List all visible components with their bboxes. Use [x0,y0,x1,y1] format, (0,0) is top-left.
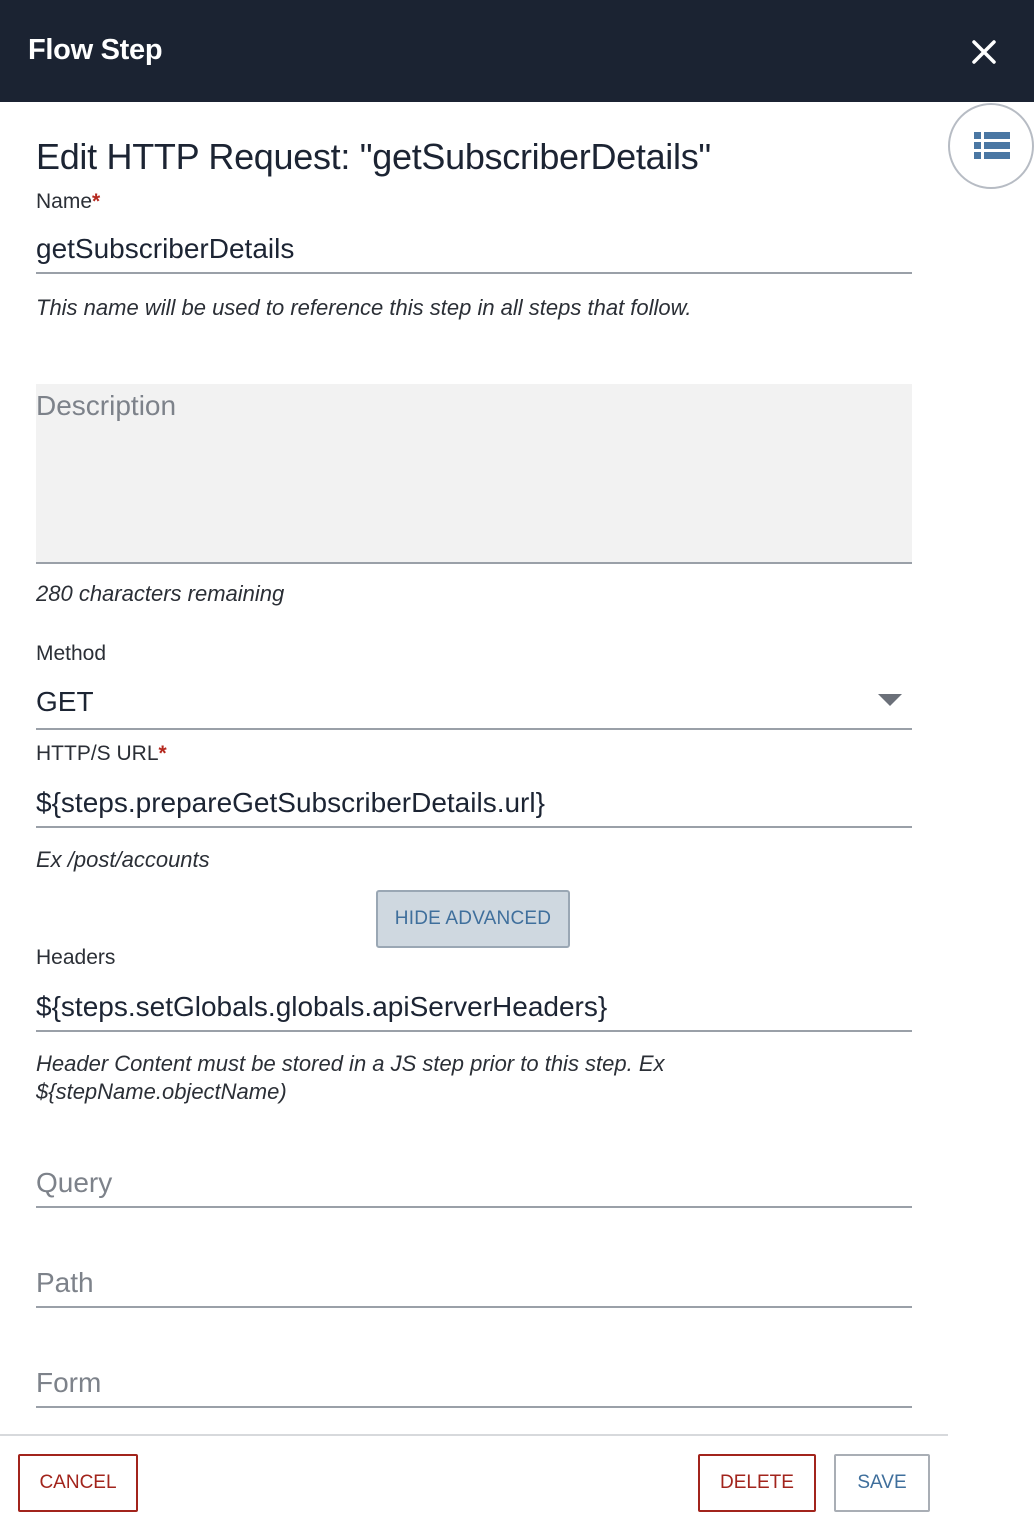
dialog-title: Flow Step [28,34,163,66]
list-view-icon [974,130,1010,162]
cancel-button[interactable]: CANCEL [18,1454,138,1512]
query-input[interactable] [36,1160,912,1208]
name-hint: This name will be used to reference this step in all steps that follow. [36,295,692,320]
name-label: Name* [36,190,101,213]
required-marker: * [158,742,167,765]
required-marker: * [92,190,101,213]
description-textarea[interactable] [36,384,912,564]
form-heading: Edit HTTP Request: "getSubscriberDetails" [36,136,711,177]
method-select[interactable] [36,676,912,730]
dialog-titlebar [0,0,1034,102]
form-input[interactable] [36,1360,912,1408]
name-input[interactable] [36,226,912,274]
headers-hint: Header Content must be stored in a JS step prior to this step. Ex ${stepName.objectName) [36,1051,665,1104]
delete-button[interactable]: DELETE [698,1454,816,1512]
url-hint: Ex /post/accounts [36,847,210,872]
path-input[interactable] [36,1260,912,1308]
list-view-toggle-button[interactable] [948,103,1034,189]
method-selected-value: GET [36,686,94,717]
method-label: Method [36,642,107,665]
description-char-counter: 280 characters remaining [36,581,285,606]
save-button[interactable]: SAVE [834,1454,930,1512]
headers-label: Headers [36,946,116,969]
chevron-down-icon [878,694,902,708]
url-label: HTTP/S URL* [36,742,167,765]
url-input[interactable] [36,780,912,828]
headers-input[interactable] [36,984,912,1032]
close-icon[interactable] [962,30,1006,74]
footer-divider [0,1434,948,1436]
hide-advanced-button[interactable]: HIDE ADVANCED [376,890,570,948]
